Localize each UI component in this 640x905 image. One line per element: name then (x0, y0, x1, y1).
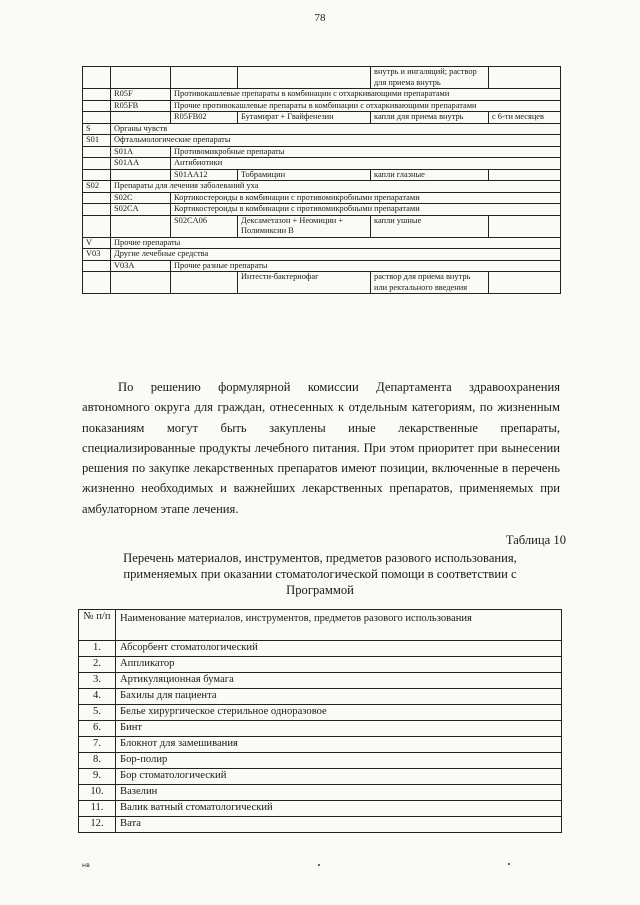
drug-group-name: Прочие препараты (111, 237, 561, 249)
drug-row (83, 169, 561, 181)
drug-cell: капли для приема внутрь (371, 112, 489, 124)
material-num: 8. (79, 753, 116, 769)
material-num: 12. (79, 817, 116, 833)
page-number: 78 (314, 12, 326, 24)
drug-cell: раствор для приема внутрь или ректального введения (371, 272, 489, 294)
drug-row (83, 215, 561, 237)
drug-cell (111, 67, 171, 89)
drug-cell (83, 89, 111, 101)
drug-code: S02 (83, 181, 111, 193)
drug-cell: капли ушные (371, 215, 489, 237)
drug-cell (111, 272, 171, 294)
drug-cell (238, 67, 371, 89)
drug-cell (83, 260, 111, 272)
drug-row (83, 146, 561, 158)
drug-row (83, 100, 561, 112)
drug-cell: S02CA06 (171, 215, 238, 237)
material-name: Вата (116, 817, 562, 833)
drug-row (83, 260, 561, 272)
drug-row (83, 67, 561, 89)
table-label: Таблица 10 (505, 533, 566, 547)
material-name: Блокнот для замешивания (116, 737, 562, 753)
drug-code: V (83, 237, 111, 249)
drug-cell: Бутамират + Гвайфенезин (238, 112, 371, 124)
drug-code: V03 (83, 249, 111, 261)
material-row (79, 737, 562, 753)
drug-cell (171, 272, 238, 294)
material-row (79, 641, 562, 657)
drug-cell (83, 169, 111, 181)
material-name: Бинт (116, 721, 562, 737)
scan-dot (318, 864, 320, 866)
drug-cell (83, 67, 111, 89)
drug-cell (489, 215, 561, 237)
drug-cell (111, 169, 171, 181)
material-name: Белье хирургическое стерильное одноразовое (116, 705, 562, 721)
drug-group-name: Кортикостероиды в комбинации с противомикробными препаратами (171, 204, 561, 216)
material-row (79, 785, 562, 801)
material-num: 2. (79, 657, 116, 673)
drug-cell (83, 204, 111, 216)
body-paragraph: По решению формулярной комиссии Департамента здравоохранения автономного округа для граждан, отнесенных к отдельным категориям, по жизненным показаниям могут быть закуплены иные лекарственные препараты, специализированные продукты лечебного питания. При этом приоритет при вынесении решения по закупке лекарственных препаратов имеют позиции, включенные в перечень жизненно необходимых и важнейших лекарственных препаратов, применяемых при амбулаторном этапе лечения. (82, 380, 560, 516)
footer-mark: нв (82, 862, 91, 869)
drug-row (83, 192, 561, 204)
drug-row (83, 272, 561, 294)
drug-row (83, 237, 561, 249)
material-row (79, 705, 562, 721)
drug-cell (489, 169, 561, 181)
drug-code: S02CA (111, 204, 171, 216)
drug-row (83, 123, 561, 135)
drug-cell (489, 272, 561, 294)
drug-cell (83, 192, 111, 204)
drug-group-name: Офтальмологические препараты (111, 135, 561, 147)
material-name: Валик ватный стоматологический (116, 801, 562, 817)
drug-group-name: Прочие противокашлевые препараты в комбинации с отхаркивающими препаратами (171, 100, 561, 112)
drug-code: V03A (111, 260, 171, 272)
drug-code: R05FB (111, 100, 171, 112)
drug-cell (83, 272, 111, 294)
drug-cell: S01AA12 (171, 169, 238, 181)
drug-code: S (83, 123, 111, 135)
material-row (79, 817, 562, 833)
drug-row (83, 112, 561, 124)
drug-row (83, 181, 561, 193)
material-row (79, 769, 562, 785)
material-name: Артикуляционная бумага (116, 673, 562, 689)
drug-cell (83, 215, 111, 237)
drug-code: S02C (111, 192, 171, 204)
material-row (79, 801, 562, 817)
drug-row (83, 135, 561, 147)
material-row (79, 657, 562, 673)
drug-cell (111, 112, 171, 124)
material-row (79, 721, 562, 737)
drug-group-name: Прочие разные препараты (171, 260, 561, 272)
material-num: 9. (79, 769, 116, 785)
materials-table (78, 609, 562, 833)
material-num: 6. (79, 721, 116, 737)
scan-dot (508, 863, 510, 865)
drug-cell (171, 67, 238, 89)
drug-cell: Тобрамицин (238, 169, 371, 181)
drug-group-name: Антибиотики (171, 158, 561, 170)
drug-cell (83, 158, 111, 170)
drug-cell: капли глазные (371, 169, 489, 181)
drug-row (83, 89, 561, 101)
drug-row (83, 158, 561, 170)
drug-cell (111, 215, 171, 237)
material-name: Аппликатор (116, 657, 562, 673)
drug-table (82, 66, 561, 294)
material-num: 1. (79, 641, 116, 657)
material-name: Абсорбент стоматологический (116, 641, 562, 657)
drug-cell (83, 112, 111, 124)
header-num: № п/п (79, 610, 116, 641)
material-name: Бор-полир (116, 753, 562, 769)
material-row (79, 753, 562, 769)
header-name: Наименование материалов, инструментов, предметов разового использования (116, 610, 562, 641)
material-row (79, 689, 562, 705)
table-caption: Перечень материалов, инструментов, предметов разового использования, применяемых при оказании стоматологической помощи в соответствии с Программой (123, 551, 517, 597)
material-num: 10. (79, 785, 116, 801)
drug-cell: с 6-ти месяцев (489, 112, 561, 124)
material-num: 4. (79, 689, 116, 705)
drug-group-name: Противокашлевые препараты в комбинации с отхаркивающими препаратами (171, 89, 561, 101)
drug-group-name: Другие лечебные средства (111, 249, 561, 261)
material-num: 11. (79, 801, 116, 817)
drug-row (83, 204, 561, 216)
drug-cell: R05FB02 (171, 112, 238, 124)
material-num: 7. (79, 737, 116, 753)
drug-cell: Дексаметазон + Неомицин + Полимиксин В (238, 215, 371, 237)
drug-group-name: Кортикостероиды в комбинации с противомикробными препаратами (171, 192, 561, 204)
material-num: 3. (79, 673, 116, 689)
material-name: Бахилы для пациента (116, 689, 562, 705)
drug-group-name: Органы чувств (111, 123, 561, 135)
drug-cell (489, 67, 561, 89)
material-num: 5. (79, 705, 116, 721)
materials-header-row (79, 610, 562, 641)
material-name: Вазелин (116, 785, 562, 801)
drug-code: S01AA (111, 158, 171, 170)
drug-group-name: Препараты для лечения заболеваний уха (111, 181, 561, 193)
material-row (79, 673, 562, 689)
drug-cell (83, 146, 111, 158)
drug-code: R05F (111, 89, 171, 101)
drug-cell: внутрь и ингаляций; раствор для приема внутрь (371, 67, 489, 89)
drug-cell: Интести-бактериофаг (238, 272, 371, 294)
drug-cell (83, 100, 111, 112)
material-name: Бор стоматологический (116, 769, 562, 785)
drug-code: S01 (83, 135, 111, 147)
drug-group-name: Противомикробные препараты (171, 146, 561, 158)
drug-row (83, 249, 561, 261)
drug-code: S01A (111, 146, 171, 158)
